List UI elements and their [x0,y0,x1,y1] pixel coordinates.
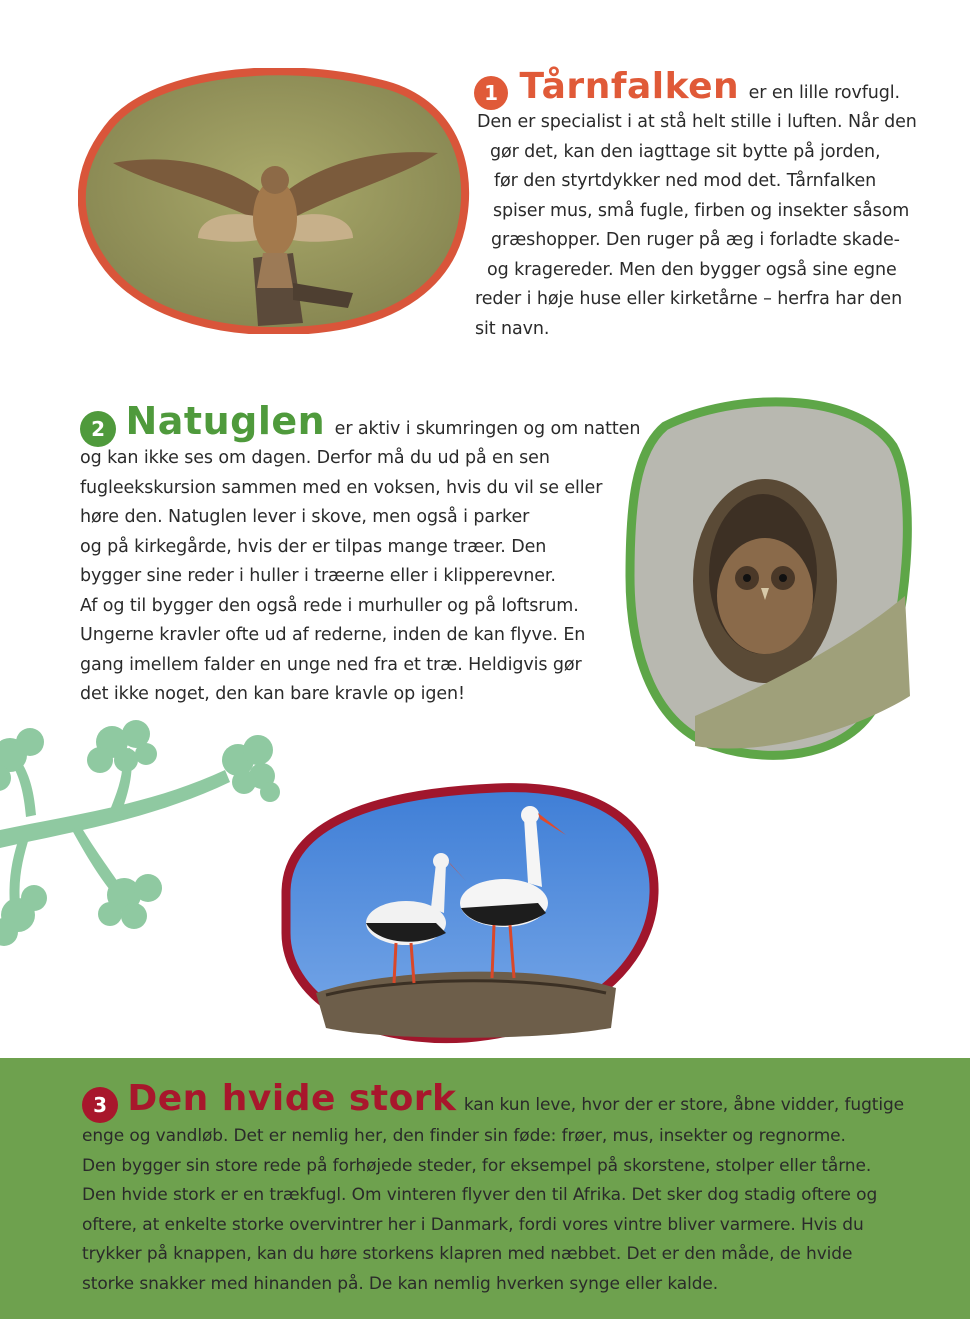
text-line: høre den. Natuglen lever i skove, men også i parker [80,507,530,527]
stork-photo [266,783,664,1045]
text-line: og kan ikke ses om dagen. Derfor må du ud på en sen [80,448,550,468]
section-number: 3 [82,1087,118,1123]
text-line: Af og til bygger den også rede i murhuller og på loftsrum. [80,595,579,616]
section-intro: er aktiv i skumringen og om natten [334,419,641,439]
section-number: 2 [80,411,116,447]
text-line: det ikke noget, den kan bare kravle op igen! [80,684,465,704]
text-line: gør det, kan den iagttage sit bytte på jorden, [490,141,881,162]
section-tarnfalken [474,66,917,344]
section-title: Natuglen [125,399,326,443]
text-line: Den er specialist i at stå helt stille i luften. Når den [477,112,917,132]
branch-decoration [0,720,300,950]
text-line: bygger sine reder i huller i træerne eller i klipperevner. [80,566,556,586]
text-line: Ungerne kravler ofte ud af rederne, inden de kan flyve. En [80,625,586,645]
text-line: og på kirkegårde, hvis der er tilpas mange træer. Den [80,536,547,557]
text-line: græshopper. Den ruger på æg i forladte skade- [491,230,900,250]
text-line: enge og vandløb. Det er nemlig her, den finder sin føde: frøer, mus, insekter og regnorme. [82,1126,846,1146]
text-line: fugleekskursion sammen med en voksen, hvis du vil se eller [80,477,603,498]
section-title: Tårnfalken [519,66,740,107]
text-line: før den styrtdykker ned mod det. Tårnfalken [494,171,877,191]
text-line: reder i høje huse eller kirketårne – herfra har den [475,289,903,309]
text-line: spiser mus, små fugle, firben og insekter såsom [493,200,910,221]
text-line: og kragereder. Men den bygger også sine egne [487,259,897,280]
text-line: storke snakker med hinanden på. De kan nemlig hverken synge eller kalde. [82,1273,719,1294]
section-intro: er en lille rovfugl. [748,83,900,103]
text-line: gang imellem falder en unge ned fra et træ. Heldigvis gør [80,654,582,675]
kestrel-photo [78,68,470,334]
section-den-hvide-stork [82,1076,904,1299]
section-number: 1 [474,76,508,110]
owl-photo [625,396,913,764]
text-line: oftere, at enkelte storke overvintrer her i Danmark, fordi vores vintre bliver varmere. Hvis du [82,1214,864,1235]
text-line: trykker på knappen, kan du høre storkens klapren med næbbet. Det er den måde, de hvide [82,1244,853,1264]
text-line: Den bygger sin store rede på forhøjede steder, for eksempel på skorstene, stolper eller tårne. [82,1155,872,1176]
section-heading [82,1076,904,1122]
section-heading [80,398,640,444]
text-line: Den hvide stork er en trækfugl. Om vinteren flyver den til Afrika. Det sker dog stadig oftere og [82,1185,878,1205]
section-title: Den hvide stork [127,1078,457,1119]
section-heading [474,66,917,108]
text-line: sit navn. [475,318,550,339]
section-intro: kan kun leve, hvor der er store, åbne vidder, fugtige [463,1095,905,1115]
section-natuglen [80,398,640,710]
